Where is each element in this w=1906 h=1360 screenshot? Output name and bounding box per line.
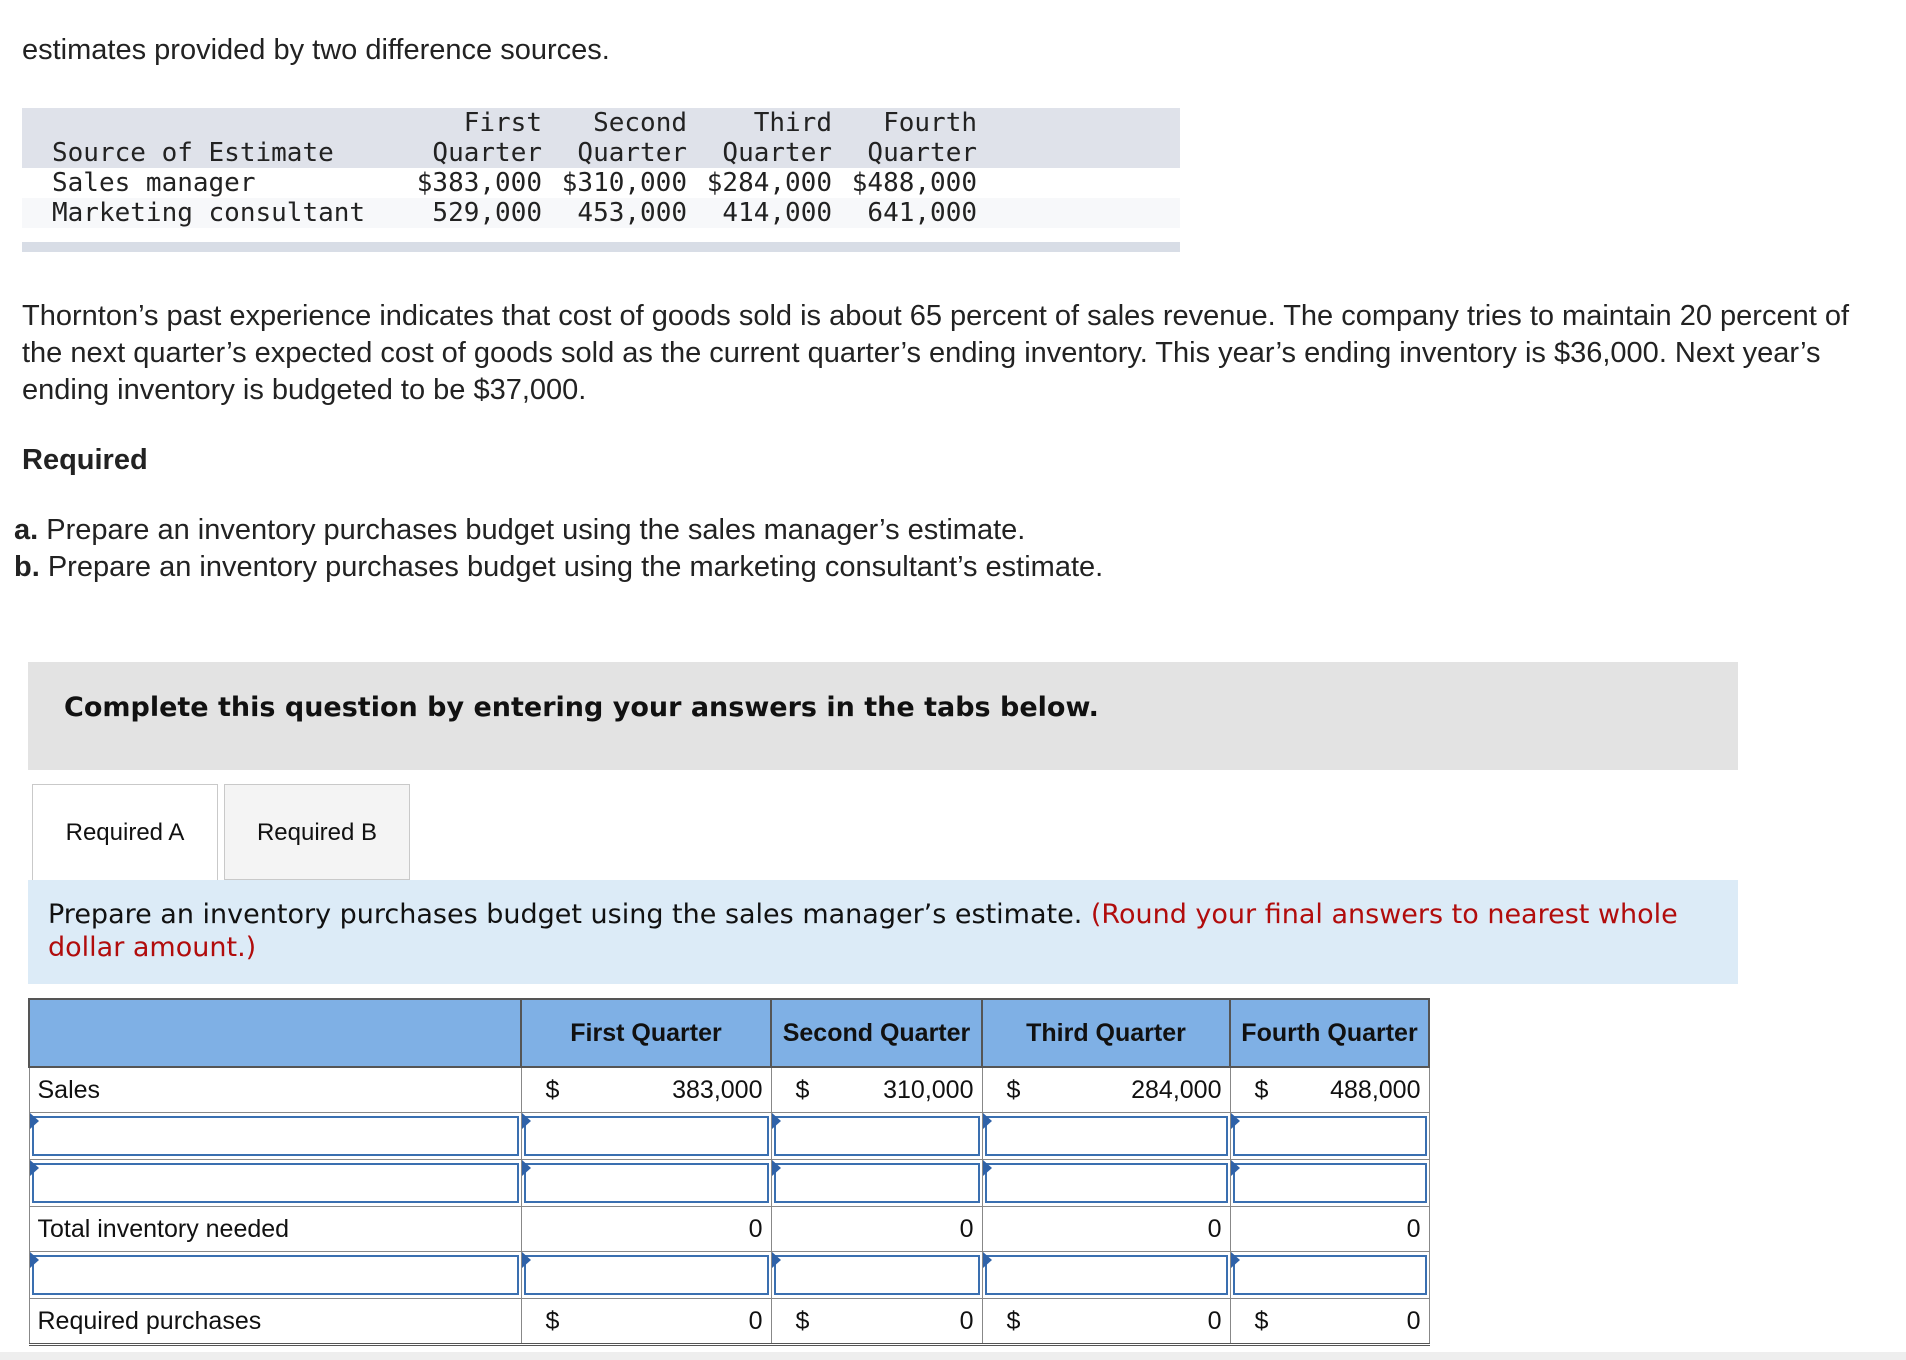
currency-symbol: $ (1254, 1076, 1269, 1104)
estimate-value: 641,000 (867, 198, 977, 228)
amount-input[interactable] (985, 1116, 1228, 1156)
purchases-value: 0 (1406, 1306, 1421, 1335)
estimate-header-q1-line1: First (463, 108, 542, 138)
sales-q4-cell (1230, 1067, 1429, 1113)
purchases-value: 0 (1207, 1306, 1222, 1335)
problem-paragraph: Thornton’s past experience indicates that cost of goods sold is about 65 percent of sales revenue. The company tries to maintain 20 percent of the next quarter’s expected cost of goods sold as the current quarter’s ending inventory. This year’s ending inventory is $36,000. Next year’s ending inventory is budgeted to be $37,000. (22, 300, 1850, 406)
required-item-text: Prepare an inventory purchases budget using the sales manager’s estimate. (46, 514, 1026, 546)
input-cell (521, 1160, 771, 1207)
row-label-input[interactable] (32, 1255, 519, 1295)
estimate-value: $383,000 (416, 168, 542, 198)
table-row-input (29, 1252, 1429, 1299)
tab-required-b[interactable]: Required B (224, 784, 410, 880)
estimate-value: $488,000 (851, 168, 977, 198)
input-flag-icon (983, 1160, 992, 1176)
estimate-header-q1-line2: Quarter (432, 138, 542, 168)
amount-input[interactable] (1233, 1255, 1427, 1295)
input-cell (982, 1113, 1230, 1160)
sales-value: 488,000 (1330, 1075, 1421, 1104)
required-item-text: Prepare an inventory purchases budget using the marketing consultant’s estimate. (47, 551, 1104, 583)
row-label-input-cell (29, 1252, 521, 1299)
table-row-sales (29, 1067, 1429, 1113)
input-cell (982, 1160, 1230, 1207)
amount-input[interactable] (1233, 1116, 1427, 1156)
input-flag-icon (30, 1113, 39, 1129)
total-value: 0 (1230, 1207, 1429, 1252)
table-row-required-purchases (29, 1299, 1429, 1345)
estimate-header-q3-line1: Third (753, 108, 832, 138)
row-label-input-cell (29, 1113, 521, 1160)
input-flag-icon (983, 1113, 992, 1129)
currency-symbol: $ (1254, 1307, 1269, 1335)
tab-required-a[interactable]: Required A (32, 784, 218, 882)
currency-symbol: $ (1006, 1076, 1021, 1104)
row-label-input[interactable] (32, 1163, 519, 1203)
instruction-banner (28, 662, 1738, 770)
estimate-row-marketing-consultant (22, 198, 1180, 228)
input-flag-icon (522, 1113, 531, 1129)
estimate-value: $284,000 (706, 168, 832, 198)
amount-input[interactable] (524, 1116, 769, 1156)
header-blank (29, 999, 521, 1067)
amount-input[interactable] (774, 1163, 980, 1203)
input-flag-icon (522, 1252, 531, 1268)
purchases-q3-cell (982, 1299, 1230, 1345)
currency-symbol: $ (1006, 1307, 1021, 1335)
input-flag-icon (983, 1252, 992, 1268)
purchases-value: 0 (748, 1306, 763, 1335)
estimate-header-q2-line1: Second (593, 108, 687, 138)
table-row-input (29, 1113, 1429, 1160)
estimate-header-q4-line2: Quarter (867, 138, 977, 168)
total-value: 0 (771, 1207, 982, 1252)
column-header-second-quarter: Second Quarter (771, 999, 982, 1067)
input-flag-icon (772, 1252, 781, 1268)
column-header-first-quarter: First Quarter (521, 999, 771, 1067)
column-header-fourth-quarter: Fourth Quarter (1230, 999, 1429, 1067)
currency-symbol: $ (795, 1076, 810, 1104)
estimate-value: 414,000 (722, 198, 832, 228)
prompt-panel (28, 880, 1738, 984)
total-value: 0 (521, 1207, 771, 1252)
amount-input[interactable] (985, 1255, 1228, 1295)
table-row-input (29, 1160, 1429, 1207)
sales-value: 310,000 (883, 1075, 974, 1104)
input-flag-icon (30, 1252, 39, 1268)
row-label-required-purchases: Required purchases (29, 1299, 521, 1345)
input-cell (521, 1113, 771, 1160)
prompt-rounding-note: (Round your final answers to nearest whole dollar amount.) (48, 899, 1678, 963)
input-flag-icon (30, 1160, 39, 1176)
purchases-q2-cell (771, 1299, 982, 1345)
input-flag-icon (772, 1113, 781, 1129)
currency-symbol: $ (545, 1076, 560, 1104)
amount-input[interactable] (985, 1163, 1228, 1203)
input-cell (771, 1113, 982, 1160)
intro-text: estimates provided by two difference sources. (22, 34, 610, 66)
required-heading: Required (22, 444, 148, 476)
input-flag-icon (1231, 1160, 1240, 1176)
input-cell (521, 1252, 771, 1299)
input-flag-icon (522, 1160, 531, 1176)
purchases-value: 0 (959, 1306, 974, 1335)
amount-input[interactable] (1233, 1163, 1427, 1203)
input-cell (1230, 1160, 1429, 1207)
input-flag-icon (1231, 1113, 1240, 1129)
row-label-total-inventory: Total inventory needed (29, 1207, 521, 1252)
input-cell (1230, 1113, 1429, 1160)
row-label-input[interactable] (32, 1116, 519, 1156)
input-cell (771, 1252, 982, 1299)
input-cell (1230, 1252, 1429, 1299)
sales-q1-cell (521, 1067, 771, 1113)
estimate-header-source: Source of Estimate (52, 138, 334, 168)
input-flag-icon (772, 1160, 781, 1176)
required-item-a (14, 512, 1103, 549)
instruction-text: Complete this question by entering your answers in the tabs below. (64, 692, 1099, 723)
input-cell (982, 1252, 1230, 1299)
estimate-header-q4-line1: Fourth (883, 108, 977, 138)
purchases-q1-cell (521, 1299, 771, 1345)
estimate-row-sales-manager (22, 168, 1180, 198)
row-label-input-cell (29, 1160, 521, 1207)
column-header-third-quarter: Third Quarter (982, 999, 1230, 1067)
amount-input[interactable] (774, 1255, 980, 1295)
currency-symbol: $ (545, 1307, 560, 1335)
estimate-table-bottom-rule (22, 242, 1180, 252)
amount-input[interactable] (524, 1163, 769, 1203)
row-label-sales: Sales (29, 1067, 521, 1113)
prompt-text (48, 898, 1728, 964)
amount-input[interactable] (774, 1116, 980, 1156)
estimate-value: $310,000 (561, 168, 687, 198)
estimate-row-label: Sales manager (52, 168, 256, 198)
input-cell (771, 1160, 982, 1207)
estimate-row-label: Marketing consultant (52, 198, 366, 228)
bottom-strip (0, 1352, 1906, 1360)
estimate-value: 529,000 (432, 198, 542, 228)
required-item-marker: b. (14, 551, 40, 583)
currency-symbol: $ (795, 1307, 810, 1335)
required-item-b (14, 549, 1103, 586)
purchases-budget-table (28, 998, 1421, 1346)
table-row-total-inventory (29, 1207, 1429, 1252)
estimate-header-q3-line2: Quarter (722, 138, 832, 168)
input-flag-icon (1231, 1252, 1240, 1268)
sales-q3-cell (982, 1067, 1230, 1113)
prompt-main: Prepare an inventory purchases budget using the sales manager’s estimate. (48, 899, 1083, 930)
required-item-marker: a. (14, 514, 39, 546)
purchases-q4-cell (1230, 1299, 1429, 1345)
estimate-header-q2-line2: Quarter (577, 138, 687, 168)
required-list (14, 512, 1103, 586)
amount-input[interactable] (524, 1255, 769, 1295)
sales-q2-cell (771, 1067, 982, 1113)
estimate-value: 453,000 (577, 198, 687, 228)
sales-value: 383,000 (672, 1075, 763, 1104)
sales-value: 284,000 (1131, 1075, 1222, 1104)
total-value: 0 (982, 1207, 1230, 1252)
